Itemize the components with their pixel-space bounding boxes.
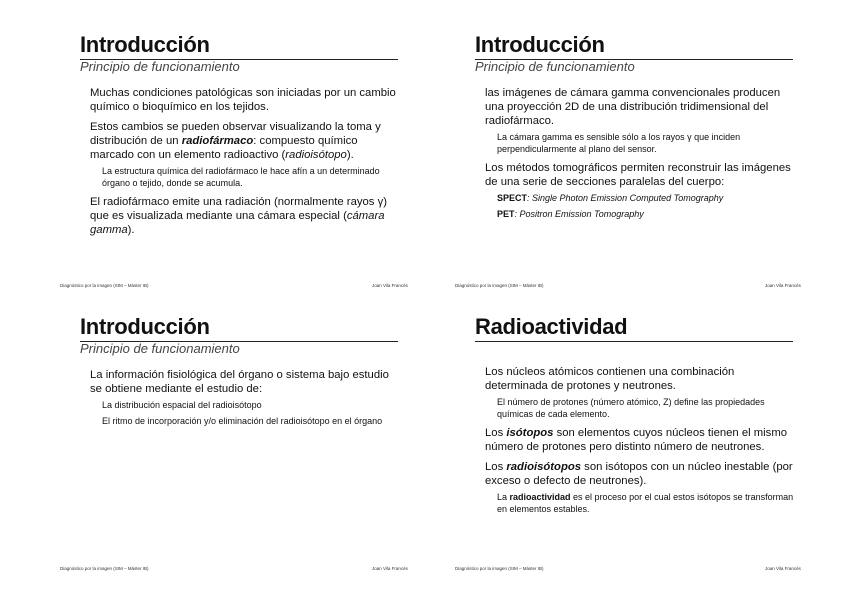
spect-label: SPECT [497,193,528,203]
spect-text: : Single Photon Emission Computed Tomography [527,193,724,203]
text-span: son elementos cuyos núcleos tienen el mismo número de protones pero distinto número de neutrones. [485,427,788,453]
title-underline [475,341,793,342]
text-span: Estos cambios se pueden observar visualizando la toma y distribución de un [90,121,381,147]
emphasis-text: radioisótopo [285,149,347,161]
slide-content [90,86,400,243]
pet-label: PET [497,208,515,219]
slide-radioactividad [455,310,835,590]
footer-course: Diagnóstico por la imagen (SIM – Máster IB) [455,566,544,571]
text-span: Los [485,461,507,473]
bullet-text [485,460,795,488]
footer-author: Joan Vila Francés [765,283,801,288]
sub-bullet-pet [497,209,795,221]
slide-subtitle: Principio de funcionamiento [475,59,635,74]
slide-title: Introducción [80,314,210,339]
footer-course: Diagnóstico por la imagen (SIM – Máster IB) [60,566,149,571]
text-span: El radiofármaco emite una radiación (normalmente rayos γ) que es visualizada mediante una cámara especial ( [90,196,387,222]
pet-text: : Positron Emission Tomography [514,208,644,219]
slide-subtitle: Principio de funcionamiento [80,59,240,74]
slide-introduccion-1 [60,28,440,308]
text-span: : compuesto químico marcado con un elemento radioactivo ( [90,135,358,161]
text-span: es el proceso por el cual estos isótopos se transforman en elementos estables. [497,492,794,514]
emphasis-text: radiofármaco [181,135,254,147]
slide-title: Introducción [80,32,210,57]
sub-bullet-text: La estructura química del radiofármaco le hace afín a un determinado órgano o tejido, donde se acumula. [102,166,380,188]
text-span: La [497,492,510,502]
slide-title: Introducción [475,32,605,57]
sub-bullet-text: El número de protones (número atómico, Z) define las propiedades químicas de cada elemento. [497,397,765,419]
footer-author: Joan Vila Francés [372,566,408,571]
emphasis-text: radioisótopos [506,461,582,473]
footer-course: Diagnóstico por la imagen (SIM – Máster IB) [60,283,149,288]
sub-bullet-text: La distribución espacial del radioisótopo [102,400,262,410]
text-span: son isótopos con un núcleo inestable (por exceso o defecto de neutrones). [485,461,793,487]
bullet-text [90,120,400,162]
bullet-text: las imágenes de cámara gamma convencionales producen una proyección 2D de una distribución tridimensional del radiofármaco. [485,87,781,127]
slide-title: Radioactividad [475,314,628,339]
footer-author: Joan Vila Francés [372,283,408,288]
sub-bullet-spect [497,193,795,205]
footer-course: Diagnóstico por la imagen (SIM – Máster IB) [455,283,544,288]
text-span: ). [346,149,354,161]
slide-content [485,365,795,521]
text-span: Los [485,427,507,439]
bullet-text [90,195,400,237]
bullet-text: Muchas condiciones patológicas son iniciadas por un cambio químico o bioquímico en los tejidos. [90,87,396,113]
sub-bullet-text: El ritmo de incorporación y/o eliminación del radioisótopo en el órgano [102,415,383,426]
emphasis-text: cámara gamma [90,210,385,236]
slide-content [485,86,795,226]
slide-subtitle: Principio de funcionamiento [80,341,240,356]
sub-bullet-text: La cámara gamma es sensible sólo a los rayos γ que inciden perpendicularmente al plano del sensor. [497,132,741,154]
footer-author: Joan Vila Francés [765,566,801,571]
bullet-text: La información fisiológica del órgano o sistema bajo estudio se obtiene mediante el estudio de: [90,369,389,395]
slide-content [90,368,400,433]
bullet-text: Los métodos tomográficos permiten reconstruir las imágenes de una serie de secciones paralelas del cuerpo: [485,162,791,188]
sub-bullet-text [497,492,795,515]
bullet-text [485,426,795,454]
bullet-text: Los núcleos atómicos contienen una combinación determinada de protones y neutrones. [485,366,735,392]
text-span: ). [127,224,135,236]
emphasis-text: radioactividad [509,492,571,502]
emphasis-text: isótopos [506,427,554,439]
slide-introduccion-3 [60,310,440,590]
slide-introduccion-2 [455,28,835,308]
